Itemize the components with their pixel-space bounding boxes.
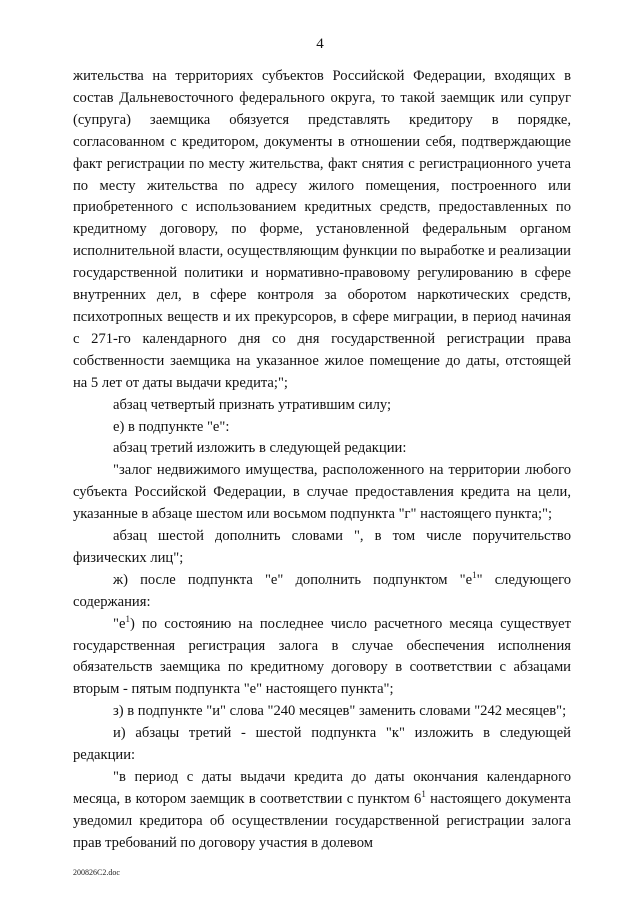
- paragraph-item-z: з) в подпункте "и" слова "240 месяцев" заменить словами "242 месяцев";: [113, 703, 567, 720]
- paragraph-item-i: и) абзацы третий - шестой подпункта "к" изложить в следующей редакции:: [73, 725, 571, 764]
- paragraph-abzac-6: абзац шестой дополнить словами ", в том числе поручительство физических лиц";: [73, 528, 571, 566]
- page-number: 4: [316, 36, 324, 52]
- paragraph-zalog: "залог недвижимого имущества, расположенного на территории любого субъекта Российской Федерации, в случае предоставления кредита на цели, указанные в абзаце шестом или восьмом подпункта "г" настоящего пункта;";: [73, 462, 571, 523]
- paragraph-item-e1-text-end: ) по состоянию на последнее число расчетного месяца существует государственная регистрация залога в случае обеспечения исполнения обязательств заемщика по кредитному договору в соответствии с абзацами вторым - пятым подпункта "е" настоящего пункта";: [73, 615, 571, 698]
- paragraph-item-e1-text: "е: [113, 615, 126, 632]
- paragraph-period: [73, 767, 571, 855]
- document-body: [73, 66, 571, 855]
- paragraph-item-zh-text-end: " следующего содержания:: [73, 571, 571, 610]
- superscript: 1: [421, 788, 426, 799]
- paragraph-item-e: е) в подпункте "е":: [113, 418, 230, 435]
- paragraph-abzac-3: абзац третий изложить в следующей редакции:: [113, 440, 407, 457]
- paragraph-period-text-end: настоящего документа уведомил кредитора об осуществлении государственной регистрации залога прав требований по договору участия в долевом: [73, 790, 571, 851]
- paragraph-item-zh: [73, 570, 571, 614]
- superscript: 1: [472, 569, 477, 580]
- footer-filename: 200826C2.doc: [73, 868, 120, 877]
- paragraph-item-zh-text: ж) после подпункта "е" дополнить подпунктом "е: [113, 571, 473, 588]
- paragraph-abzac-4: абзац четвертый признать утратившим силу;: [113, 396, 392, 413]
- paragraph-continuation: жительства на территориях субъектов Российской Федерации, входящих в состав Дальневосточного федерального округа, то такой заемщик или супруг (супруга) заемщика обязуется представлять кредитору в порядке, согласованном с кредитором, документы в отношении себя, подтверждающие факт регистрации по месту жительства, факт снятия с регистрационного учета по месту жительства по адресу жилого помещения, построенного или приобретенного с использованием кредитных средств, предоставленных по кредитному договору, по форме, установленной федеральным органом исполнительной власти, осуществляющим функции по выработке и реализации государственной политики и нормативно-правовому регулированию в сфере внутренних дел, в сфере контроля за оборотом наркотических средств, психотропных веществ и их прекурсоров, в сфере миграции, в период начиная с 271-го календарного дня со дня государственной регистрации права собственности заемщика на указанное жилое помещение до даты, отстоящей на 5 лет от даты выдачи кредита;";: [73, 68, 571, 391]
- superscript: 1: [125, 613, 130, 624]
- paragraph-item-e1: [73, 614, 571, 702]
- paragraph-period-text: "в период с даты выдачи кредита до даты окончания календарного месяца, в котором заемщик в соответствии с пунктом 6: [73, 769, 571, 807]
